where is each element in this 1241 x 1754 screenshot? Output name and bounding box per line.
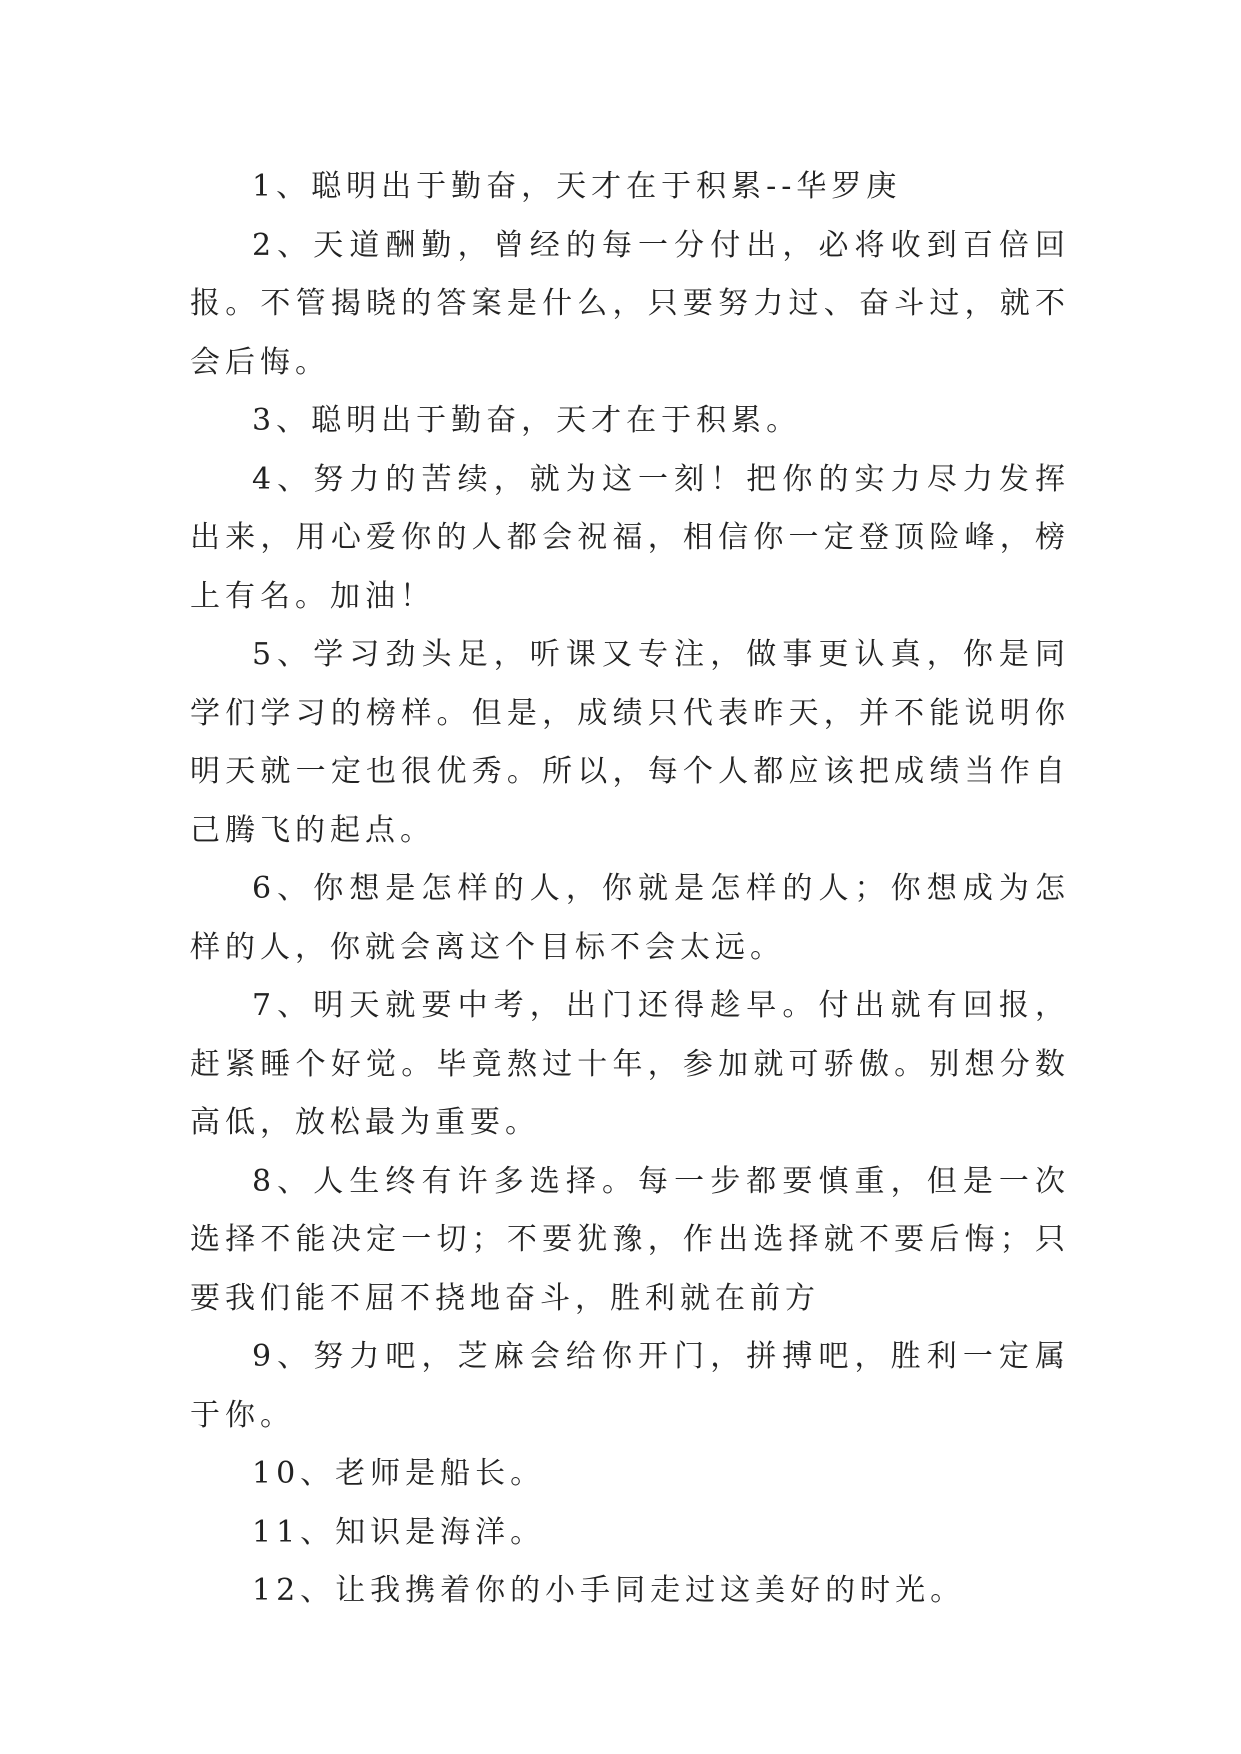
paragraph-1: 1、聪明出于勤奋，天才在于积累--华罗庚: [252, 169, 902, 204]
paragraph-12: 12、让我携着你的小手同走过这美好的时光。: [252, 1573, 966, 1608]
document-body: [190, 158, 1070, 1621]
paragraph-3: 3、聪明出于勤奋，天才在于积累。: [252, 403, 802, 438]
paragraph-2: 2、天道酬勤，曾经的每一分付出，必将收到百倍回报。不管揭晓的答案是什么，只要努力过、奋斗过，就不会后悔。: [190, 227, 1070, 380]
paragraph-8: 8、人生终有许多选择。每一步都要慎重，但是一次选择不能决定一切；不要犹豫，作出选择就不要后悔；只要我们能不屈不挠地奋斗，胜利就在前方: [190, 1163, 1070, 1316]
paragraph-7: 7、明天就要中考，出门还得趁早。付出就有回报，赶紧睡个好觉。毕竟熬过十年，参加就可骄傲。别想分数高低，放松最为重要。: [190, 988, 1070, 1140]
paragraph-4: 4、努力的苦续，就为这一刻！把你的实力尽力发挥出来，用心爱你的人都会祝福，相信你一定登顶险峰，榜上有名。加油！: [190, 461, 1070, 614]
paragraph-5: 5、学习劲头足，听课又专注，做事更认真，你是同学们学习的榜样。但是，成绩只代表昨天，并不能说明你明天就一定也很优秀。所以，每个人都应该把成绩当作自己腾飞的起点。: [190, 637, 1070, 848]
paragraph-9: 9、努力吧，芝麻会给你开门，拼搏吧，胜利一定属于你。: [190, 1339, 1070, 1433]
paragraph-10: 10、老师是船长。: [252, 1456, 546, 1491]
paragraph-11: 11、知识是海洋。: [252, 1514, 546, 1550]
paragraph-6: 6、你想是怎样的人，你就是怎样的人；你想成为怎样的人，你就会离这个目标不会太远。: [190, 871, 1070, 965]
